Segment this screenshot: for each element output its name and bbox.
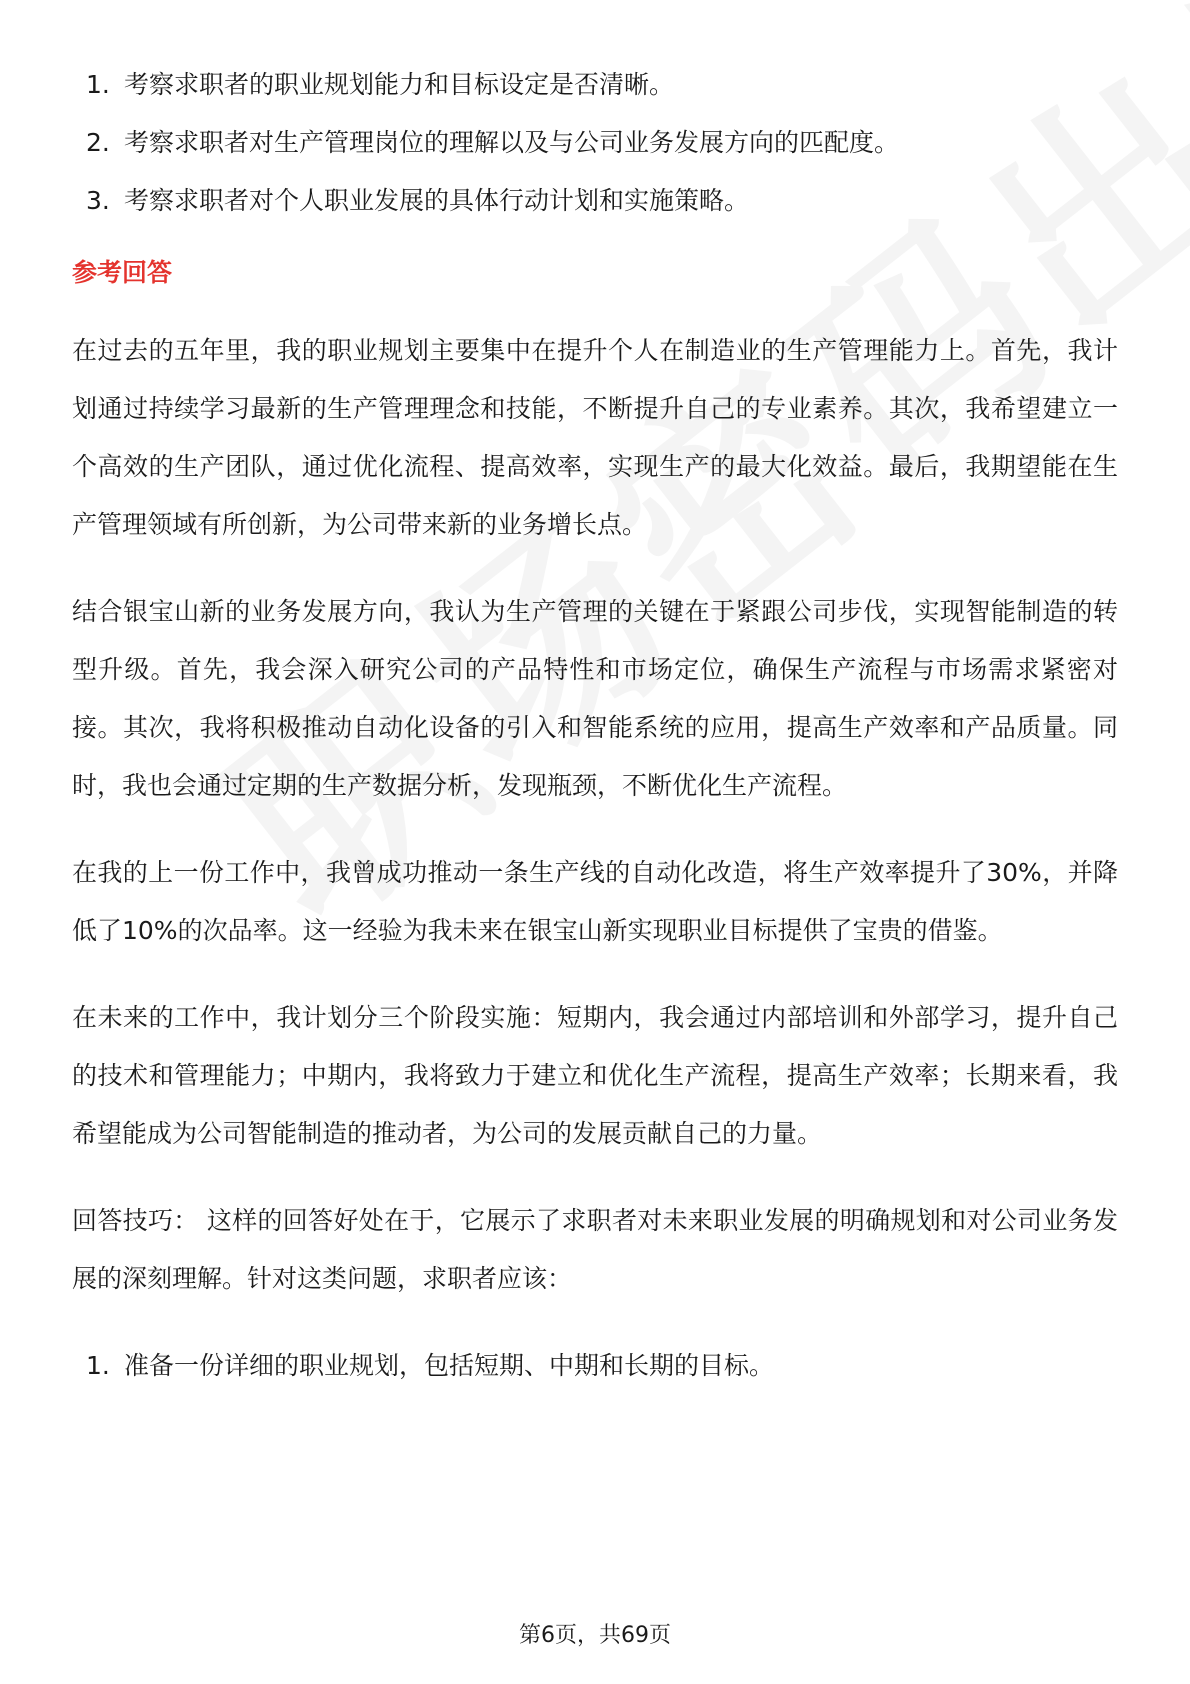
- evaluation-points-list: [72, 56, 1118, 230]
- paragraph-future-plan: 在未来的工作中，我计划分三个阶段实施：短期内，我会通过内部培训和外部学习，提升自己的技术和管理能力；中期内，我将致力于建立和优化生产流程，提高生产效率；长期来看，我希望能成为公司智能制造的推动者，为公司的发展贡献自己的力量。: [72, 1003, 1118, 1148]
- document-body: [72, 56, 1118, 1395]
- paragraph-past-experience: 在我的上一份工作中，我曾成功推动一条生产线的自动化改造，将生产效率提升了30%，并降低了10%的次品率。这一经验为我未来在银宝山新实现职业目标提供了宝贵的借鉴。: [72, 858, 1118, 945]
- list-item: [72, 172, 1118, 230]
- page-number-footer: 第6页，共69页: [519, 1623, 671, 1648]
- paragraph-career-plan: 在过去的五年里，我的职业规划主要集中在提升个人在制造业的生产管理能力上。首先，我计划通过持续学习最新的生产管理理念和技能，不断提升自己的专业素养。其次，我希望建立一个高效的生产团队，通过优化流程、提高效率，实现生产的最大化效益。最后，我期望能在生产管理领域有所创新，为公司带来新的业务增长点。: [72, 336, 1118, 539]
- list-item: [72, 56, 1118, 114]
- list-number: 1.: [86, 70, 110, 99]
- section-heading-reference-answer: 参考回答: [72, 258, 173, 287]
- paragraph-answer-tips: 回答技巧： 这样的回答好处在于，它展示了求职者对未来职业发展的明确规划和对公司业务发展的深刻理解。针对这类问题，求职者应该：: [72, 1206, 1118, 1293]
- list-text: 考察求职者的职业规划能力和目标设定是否清晰。: [124, 70, 675, 99]
- list-item: [72, 114, 1118, 172]
- list-text: 准备一份详细的职业规划，包括短期、中期和长期的目标。: [124, 1351, 775, 1380]
- list-text: 考察求职者对个人职业发展的具体行动计划和实施策略。: [124, 186, 750, 215]
- list-item: [72, 1337, 1118, 1395]
- list-number: 1.: [86, 1351, 110, 1380]
- paragraph-business-direction: 结合银宝山新的业务发展方向，我认为生产管理的关键在于紧跟公司步伐，实现智能制造的转型升级。首先，我会深入研究公司的产品特性和市场定位，确保生产流程与市场需求紧密对接。其次，我将积极推动自动化设备的引入和智能系统的应用，提高生产效率和产品质量。同时，我也会通过定期的生产数据分析，发现瓶颈，不断优化生产流程。: [72, 597, 1118, 800]
- list-text: 考察求职者对生产管理岗位的理解以及与公司业务发展方向的匹配度。: [124, 128, 900, 157]
- list-number: 3.: [86, 186, 110, 215]
- tips-list: [72, 1337, 1118, 1395]
- list-number: 2.: [86, 128, 110, 157]
